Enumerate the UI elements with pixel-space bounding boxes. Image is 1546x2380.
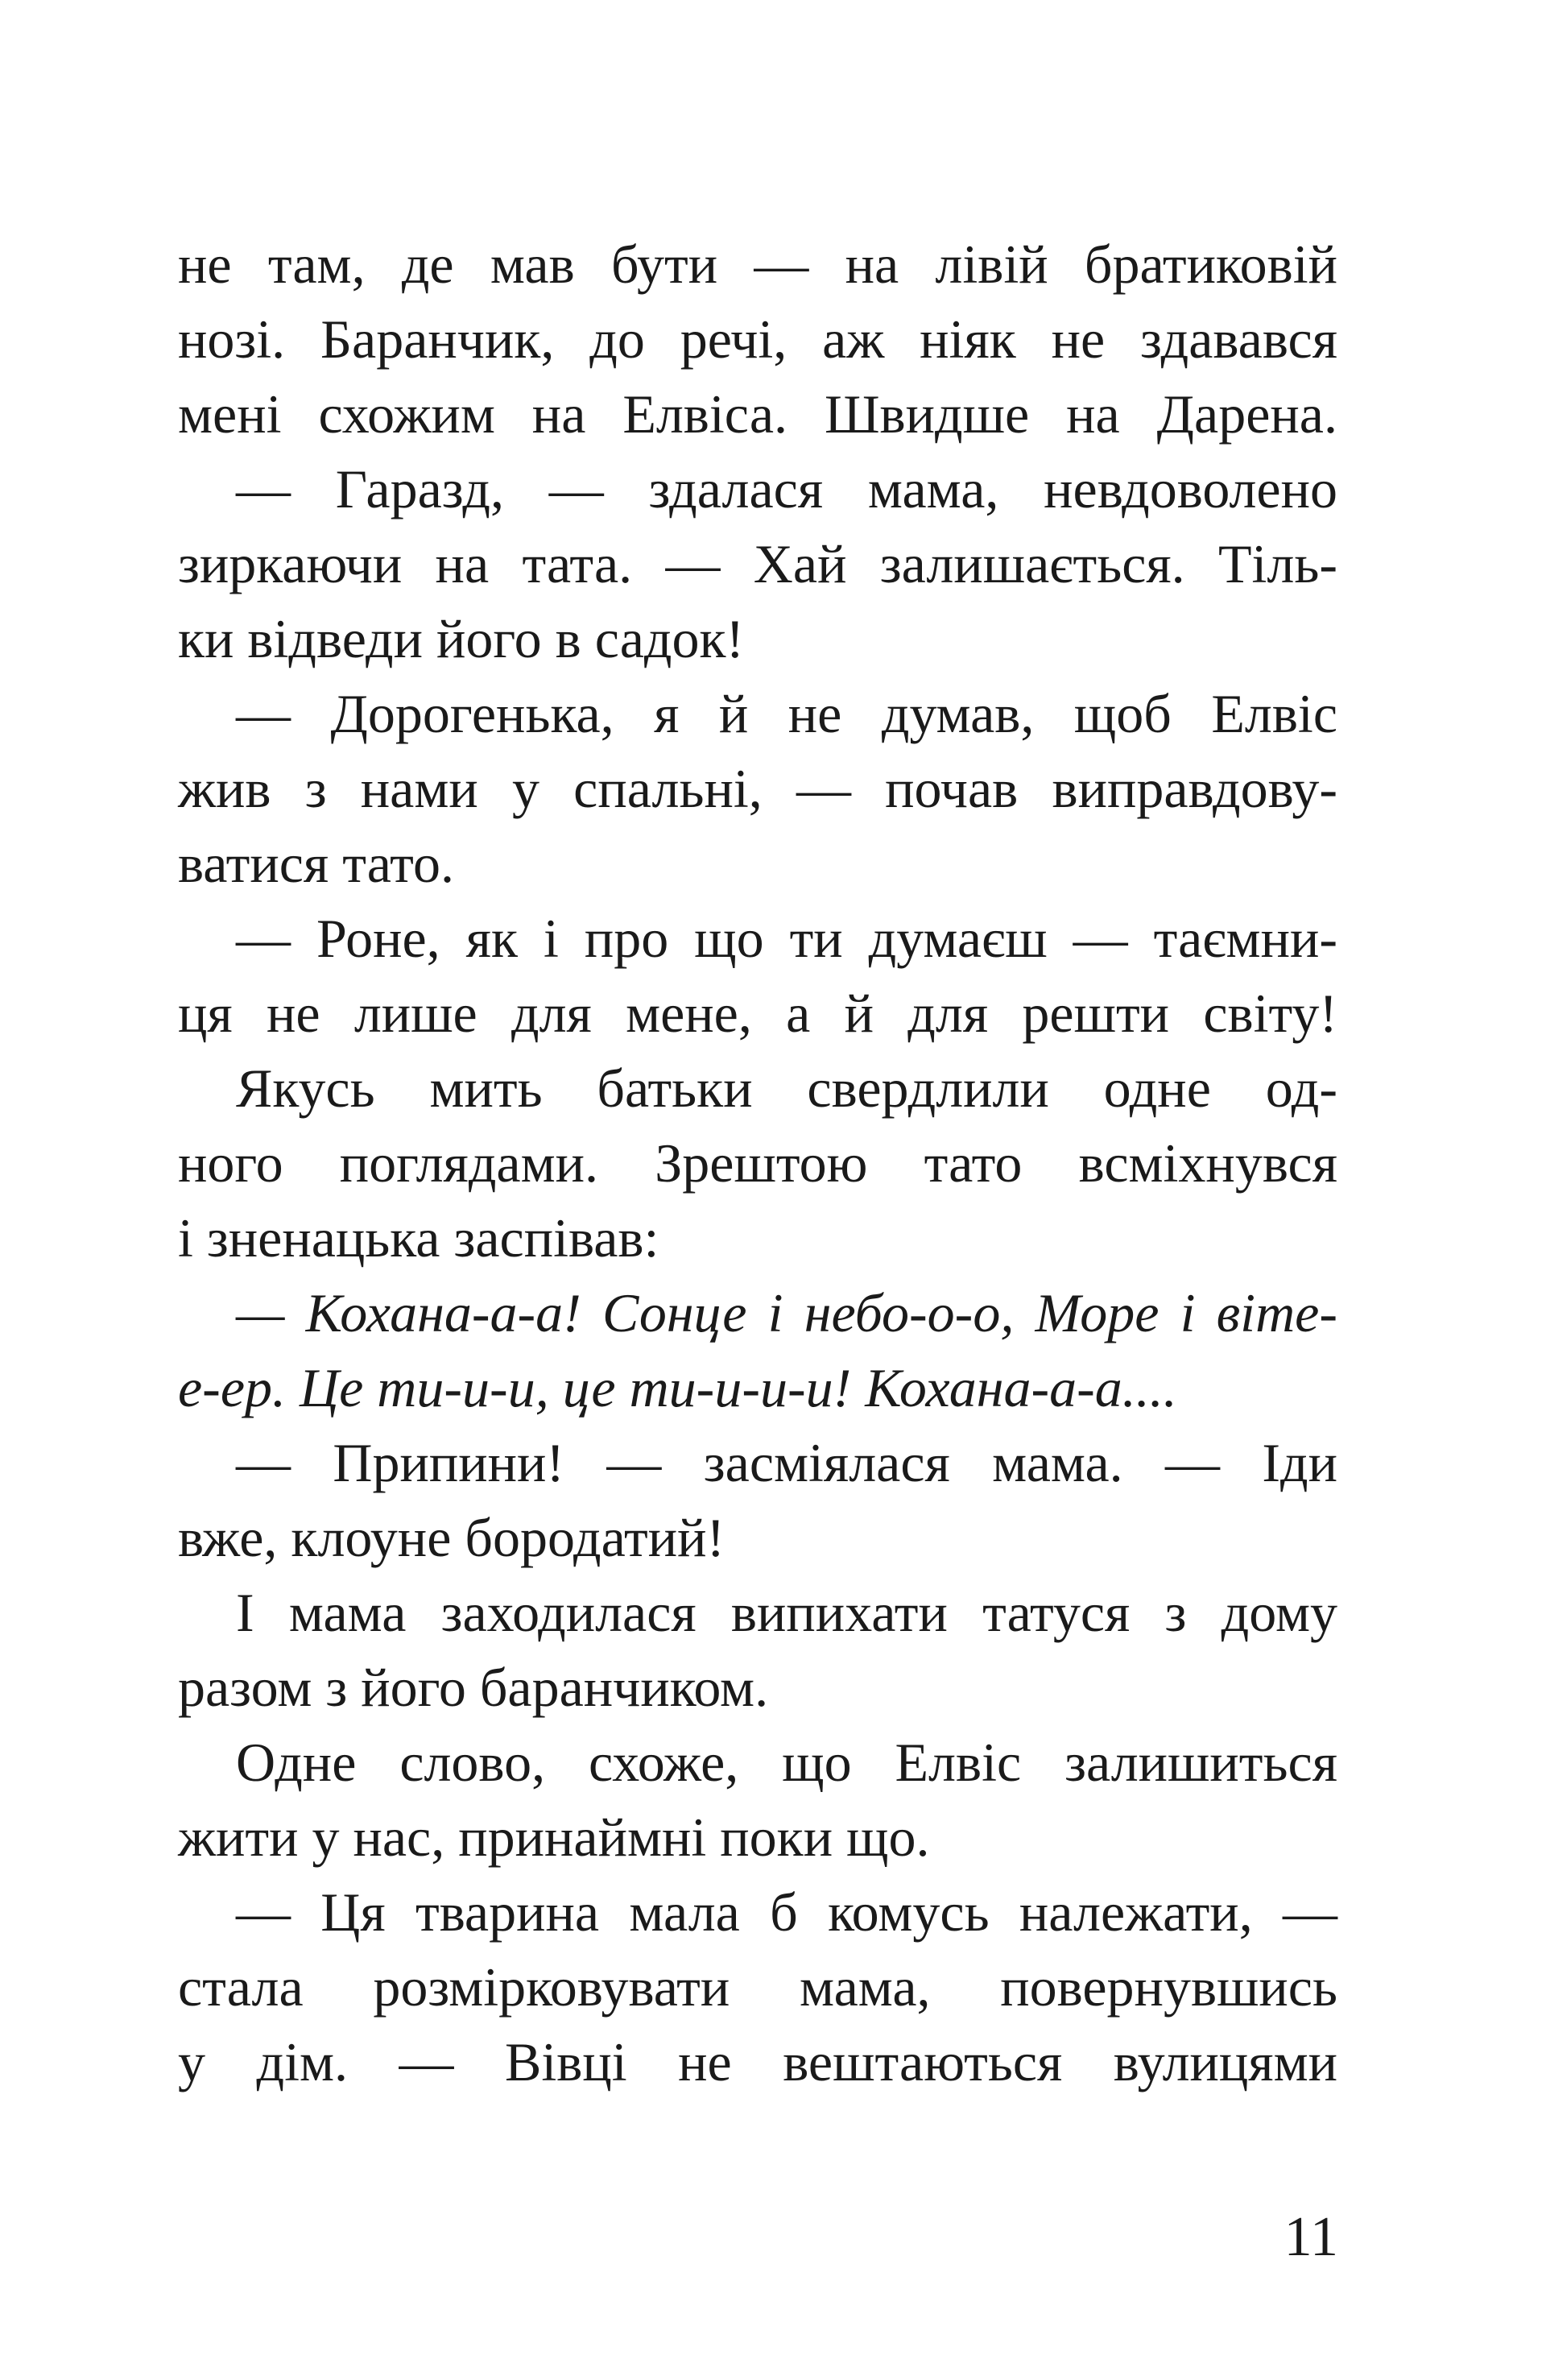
text-line [178,677,1337,751]
text-line [178,1575,1337,1650]
text-line [178,1875,1337,1950]
body-text [178,227,1337,2100]
text-line-content: нозі. Баранчик, до речі, аж ніяк не здавався [178,308,1337,370]
text-line [178,227,1337,302]
text-line-content: — Роне, як і про що ти думаєш — таємни- [236,908,1337,969]
text-line-content: у дім. — Вівці не вештаються вулицями [178,2031,1337,2092]
text-line-content: жити у нас, принаймні поки що. [178,1807,930,1868]
text-line-content: зиркаючи на тата. — Хай залишається. Тіль- [178,533,1337,594]
text-line [178,1950,1337,2025]
text-line-content: вже, клоуне бородатий! [178,1507,725,1568]
text-line [178,1426,1337,1500]
text-line [178,1650,1337,1725]
text-line-content: жив з нами у спальні, — почав виправдову- [178,758,1337,819]
text-line-content: ватися тато. [178,833,454,894]
text-line-content: — Припини! — засміялася мама. — Іди [236,1432,1337,1493]
text-line-content: е-ер. Це ти-и-и, це ти-и-и-и! Кохана-а-а.... [178,1357,1177,1418]
text-line [178,976,1337,1051]
text-line [178,1725,1337,1800]
text-line-content: Якусь мить батьки свердлили одне од- [236,1058,1337,1119]
text-line-content: разом з його баранчиком. [178,1657,769,1718]
text-line-content: І мама заходилася випихати татуся з дому [236,1582,1337,1643]
text-line-content: Одне слово, схоже, що Елвіс залишиться [236,1732,1337,1793]
text-line-content: — Дорогенька, я й не думав, щоб Елвіс [236,683,1337,744]
text-line [178,826,1337,901]
text-line-content: — Гаразд, — здалася мама, невдоволено [236,458,1337,519]
text-line-content: ного поглядами. Зрештою тато всміхнувся [178,1132,1337,1194]
text-line [178,1051,1337,1126]
text-line-content: — Ця тварина мала б комусь належати, — [236,1881,1337,1943]
text-line [178,1126,1337,1201]
text-line [178,1351,1337,1426]
text-line [178,602,1337,677]
page-number: 11 [1284,2206,1338,2268]
text-line-content: — Кохана-а-а! Сонце і небо-о-о, Море і віте- [236,1282,1337,1343]
text-line [178,527,1337,602]
text-line [178,2025,1337,2100]
text-line [178,452,1337,527]
text-line [178,377,1337,452]
text-line-content: мені схожим на Елвіса. Швидше на Дарена. [178,383,1337,445]
text-line [178,901,1337,976]
text-line-content: стала розмірковувати мама, повернувшись [178,1956,1337,2018]
text-line-content: і зненацька заспівав: [178,1207,659,1269]
text-line [178,1201,1337,1276]
text-line [178,1276,1337,1351]
text-line-content: не там, де мав бути — на лівій братиковій [178,234,1337,295]
text-line [178,302,1337,377]
text-line [178,751,1337,826]
text-line [178,1800,1337,1875]
text-line [178,1500,1337,1575]
text-line-content: ки відведи його в садок! [178,608,745,669]
text-line-content: ця не лише для мене, а й для решти світу! [178,983,1337,1044]
